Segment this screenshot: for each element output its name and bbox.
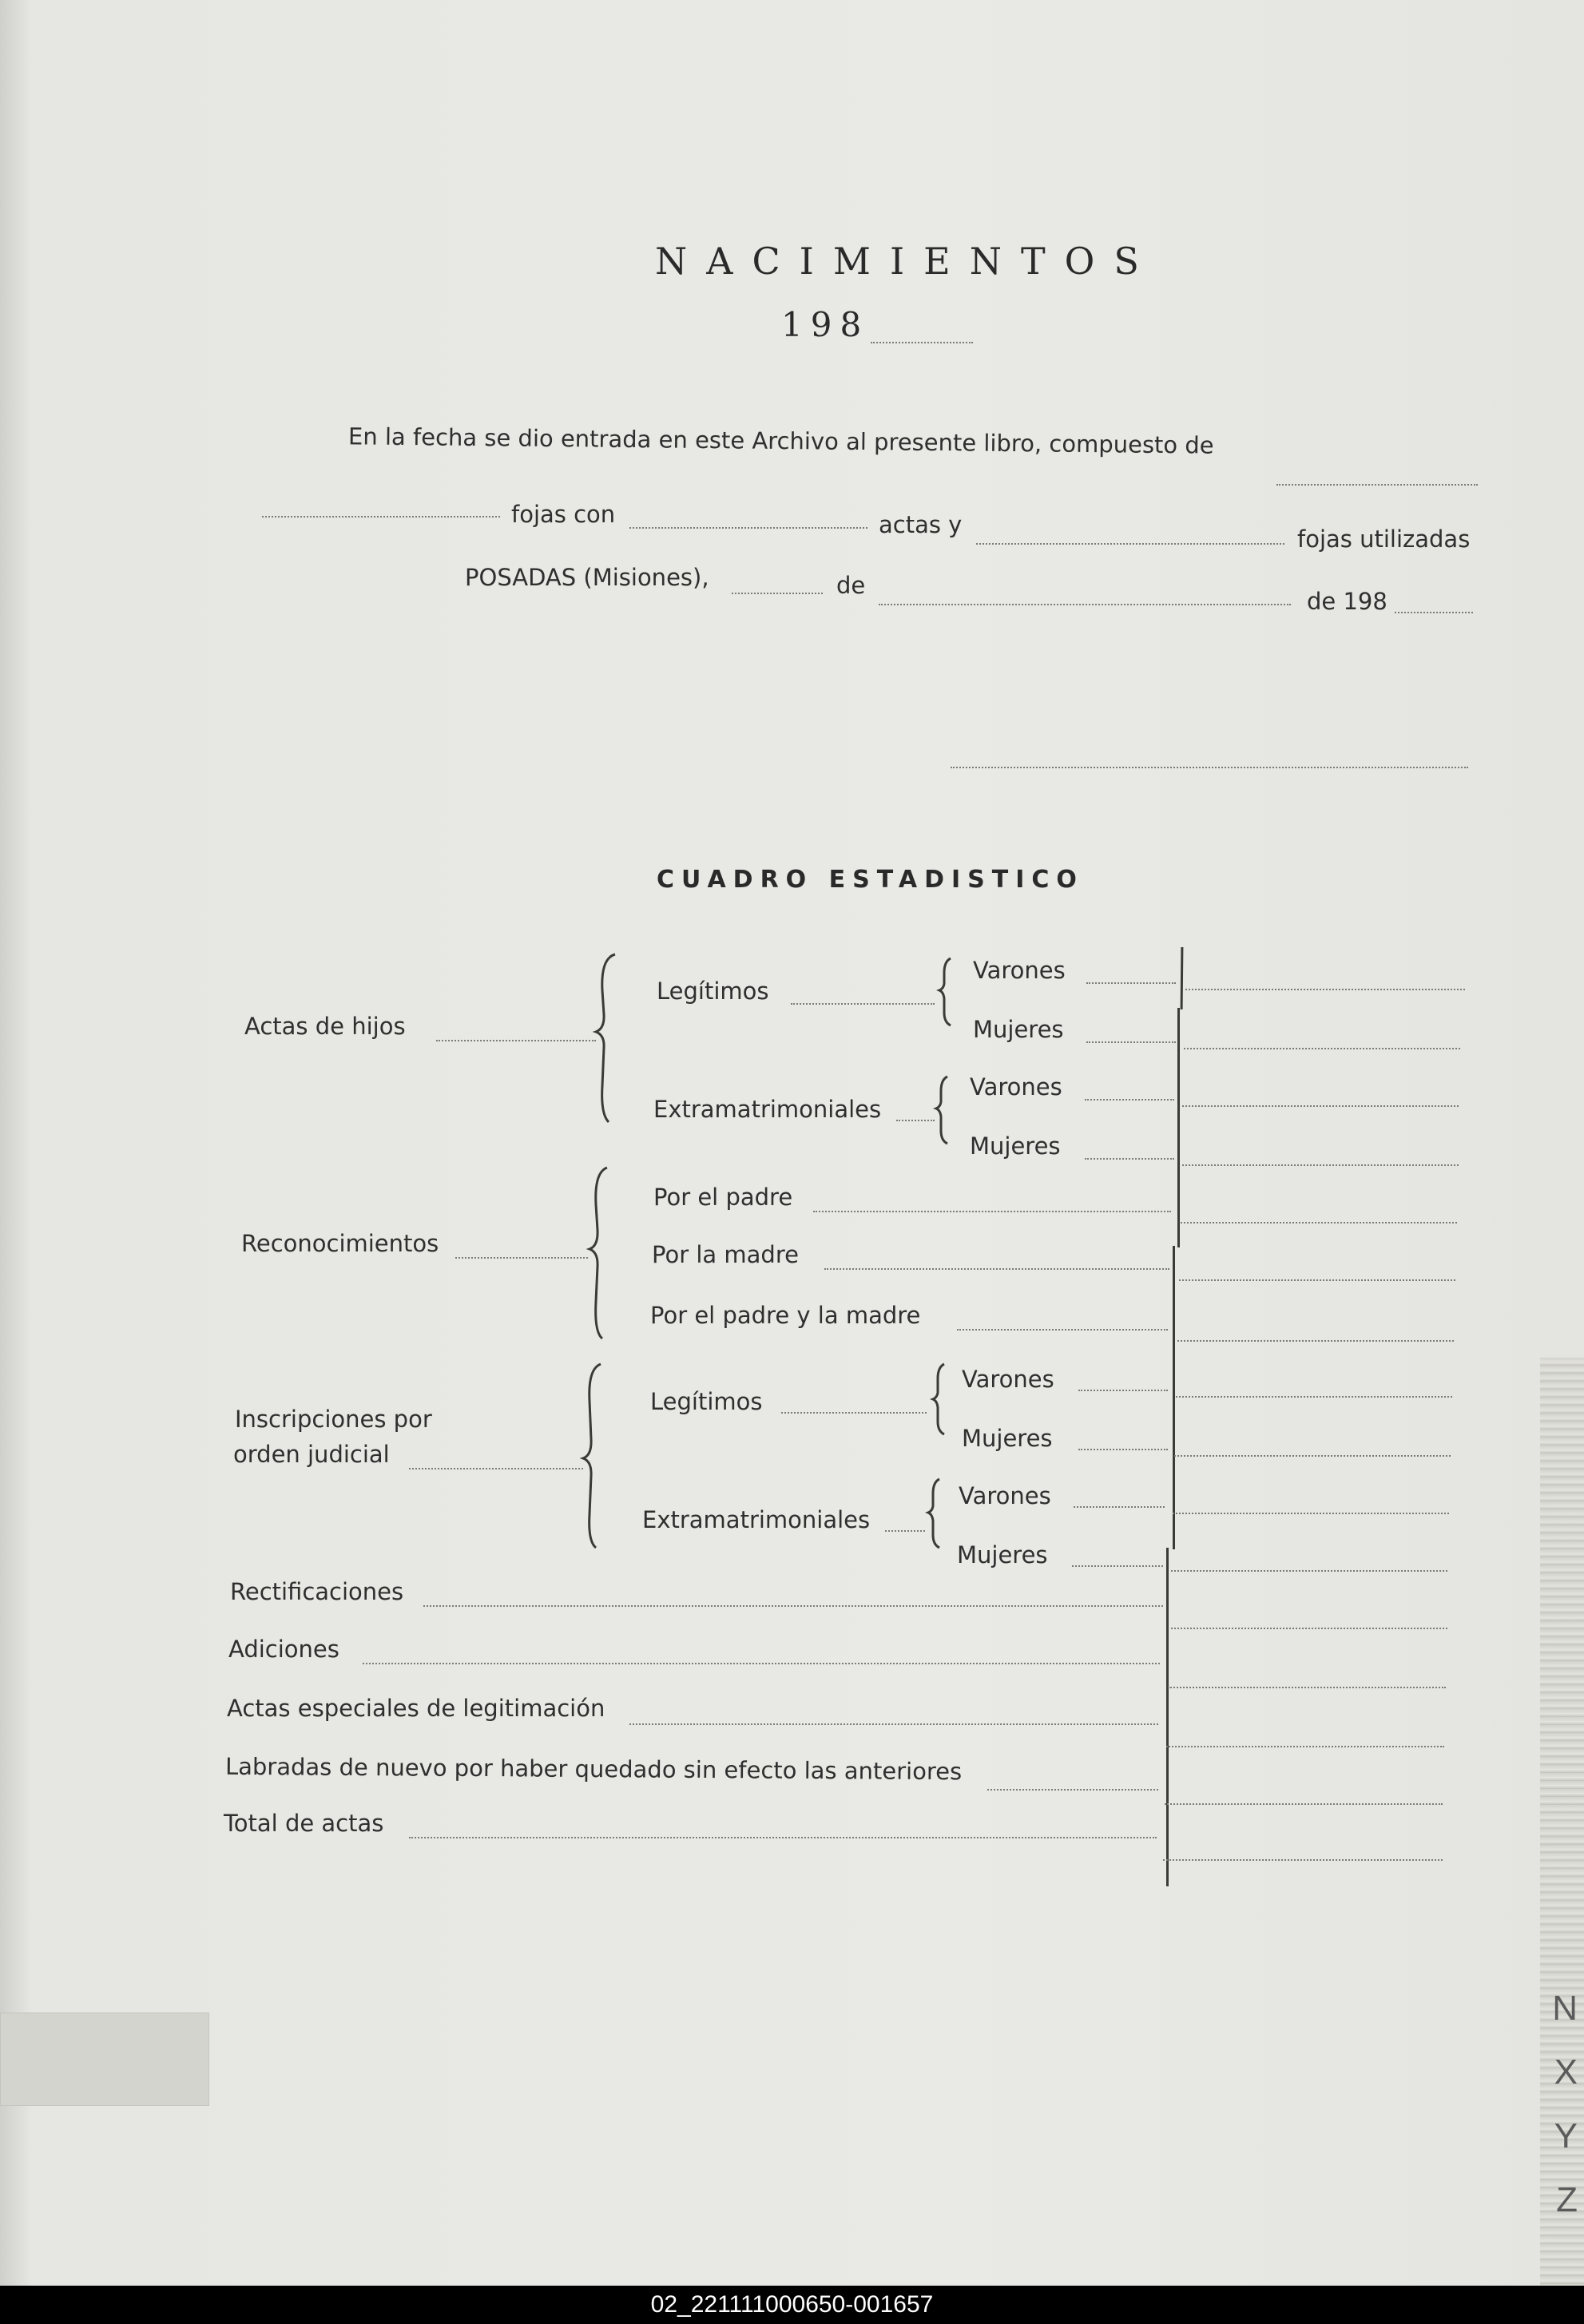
varones-label-1: Varones	[973, 957, 1066, 984]
adiciones-label: Adiciones	[228, 1636, 339, 1663]
mujeres-leader-2	[1085, 1158, 1174, 1160]
actas-hijos-leader	[436, 1040, 596, 1041]
labradas-leader	[987, 1789, 1158, 1791]
adiciones-leader	[363, 1663, 1160, 1664]
year-label: 198	[781, 305, 870, 344]
mujeres-leader-4	[1072, 1565, 1163, 1567]
mujeres-value-3	[1174, 1455, 1451, 1457]
varones-leader-3	[1078, 1390, 1168, 1391]
varones-value-2	[1182, 1105, 1459, 1107]
brace-reconocimientos	[590, 1168, 607, 1338]
por-ambos-label: Por el padre y la madre	[650, 1302, 921, 1329]
inscripciones-leader	[409, 1468, 583, 1469]
por-la-madre-leader	[824, 1268, 1169, 1270]
extra-leader-2	[885, 1530, 925, 1532]
mujeres-label-4: Mujeres	[957, 1541, 1048, 1569]
total-leader	[409, 1837, 1157, 1838]
mujeres-value-2	[1182, 1164, 1459, 1166]
mujeres-label-3: Mujeres	[962, 1425, 1053, 1452]
legitimacion-leader	[629, 1723, 1158, 1725]
rectificaciones-leader	[423, 1605, 1163, 1607]
brace-actas-hijos	[596, 954, 615, 1122]
index-tab-y: Y	[1554, 2116, 1578, 2155]
mujeres-value-1	[1184, 1048, 1460, 1049]
extramatrimoniales-label-2: Extramatrimoniales	[642, 1506, 871, 1533]
rectificaciones-value	[1171, 1628, 1447, 1629]
index-tab-x: X	[1554, 2052, 1578, 2092]
fojas-con-label: fojas con	[511, 501, 616, 528]
labradas-label: Labradas de nuevo por haber quedado sin efecto las anteriores	[224, 1752, 963, 1786]
por-la-madre-value	[1179, 1279, 1455, 1281]
por-el-padre-label: Por el padre	[653, 1184, 793, 1211]
legitimacion-value	[1166, 1746, 1444, 1747]
mujeres-value-4	[1171, 1570, 1447, 1572]
rectificaciones-label: Rectificaciones	[230, 1578, 404, 1605]
intro-line-1: En la fecha se dio entrada en este Archivo al presente libro, compuesto de	[347, 422, 1214, 459]
fojas-utilizadas-label: fojas utilizadas	[1297, 525, 1471, 553]
varones-leader-4	[1074, 1506, 1165, 1508]
brace-legitimos-1	[939, 958, 951, 1025]
page-title: NACIMIENTOS	[655, 240, 1158, 283]
por-la-madre-label: Por la madre	[652, 1241, 799, 1268]
de-198-label: de 198	[1307, 588, 1387, 615]
labradas-value	[1165, 1803, 1443, 1805]
legitimos-leader-2	[781, 1412, 927, 1414]
reconocimientos-leader	[455, 1257, 588, 1259]
extra-leader-1	[896, 1120, 935, 1121]
varones-leader-2	[1085, 1099, 1174, 1101]
stats-title: CUADRO ESTADISTICO	[657, 866, 1084, 894]
brace-extra-2	[928, 1479, 939, 1548]
varones-value-4	[1173, 1513, 1449, 1514]
index-tab-z: Z	[1556, 2180, 1578, 2219]
actas-y-label: actas y	[879, 511, 963, 538]
varones-value-1	[1185, 989, 1465, 990]
total-value	[1163, 1859, 1443, 1861]
por-el-padre-leader	[813, 1211, 1171, 1212]
inscripciones-label-1: Inscripciones por	[235, 1406, 432, 1433]
place-label: POSADAS (Misiones),	[465, 564, 709, 591]
adiciones-value	[1168, 1687, 1446, 1688]
varones-label-2: Varones	[970, 1073, 1062, 1101]
legitimos-leader-1	[791, 1003, 935, 1005]
brace-extra-1	[936, 1077, 947, 1144]
legitimos-label-1: Legítimos	[657, 978, 769, 1005]
por-ambos-value	[1177, 1340, 1454, 1342]
varones-leader-1	[1086, 982, 1176, 984]
de-label: de	[836, 572, 866, 599]
legitimacion-label: Actas especiales de legitimación	[227, 1695, 605, 1722]
brace-inscripciones	[583, 1364, 601, 1548]
scan-footer: 02_221111000650-001657	[0, 2286, 1584, 2324]
brace-legitimos-2	[933, 1364, 944, 1434]
por-ambos-leader	[957, 1329, 1168, 1331]
reconocimientos-label: Reconocimientos	[241, 1230, 439, 1257]
mujeres-leader-1	[1086, 1041, 1176, 1043]
por-el-padre-value	[1181, 1222, 1457, 1223]
extramatrimoniales-label-1: Extramatrimoniales	[653, 1096, 882, 1123]
varones-value-3	[1176, 1396, 1452, 1398]
index-tab-n: N	[1552, 1989, 1578, 2028]
varones-label-4: Varones	[959, 1482, 1051, 1509]
inscripciones-label-2: orden judicial	[233, 1441, 390, 1468]
legitimos-label-2: Legítimos	[650, 1388, 763, 1415]
mujeres-label-2: Mujeres	[970, 1132, 1061, 1160]
actas-hijos-label: Actas de hijos	[244, 1013, 406, 1040]
total-label: Total de actas	[224, 1810, 384, 1837]
mujeres-leader-3	[1078, 1449, 1168, 1450]
mujeres-label-1: Mujeres	[973, 1016, 1064, 1043]
varones-label-3: Varones	[962, 1366, 1054, 1393]
